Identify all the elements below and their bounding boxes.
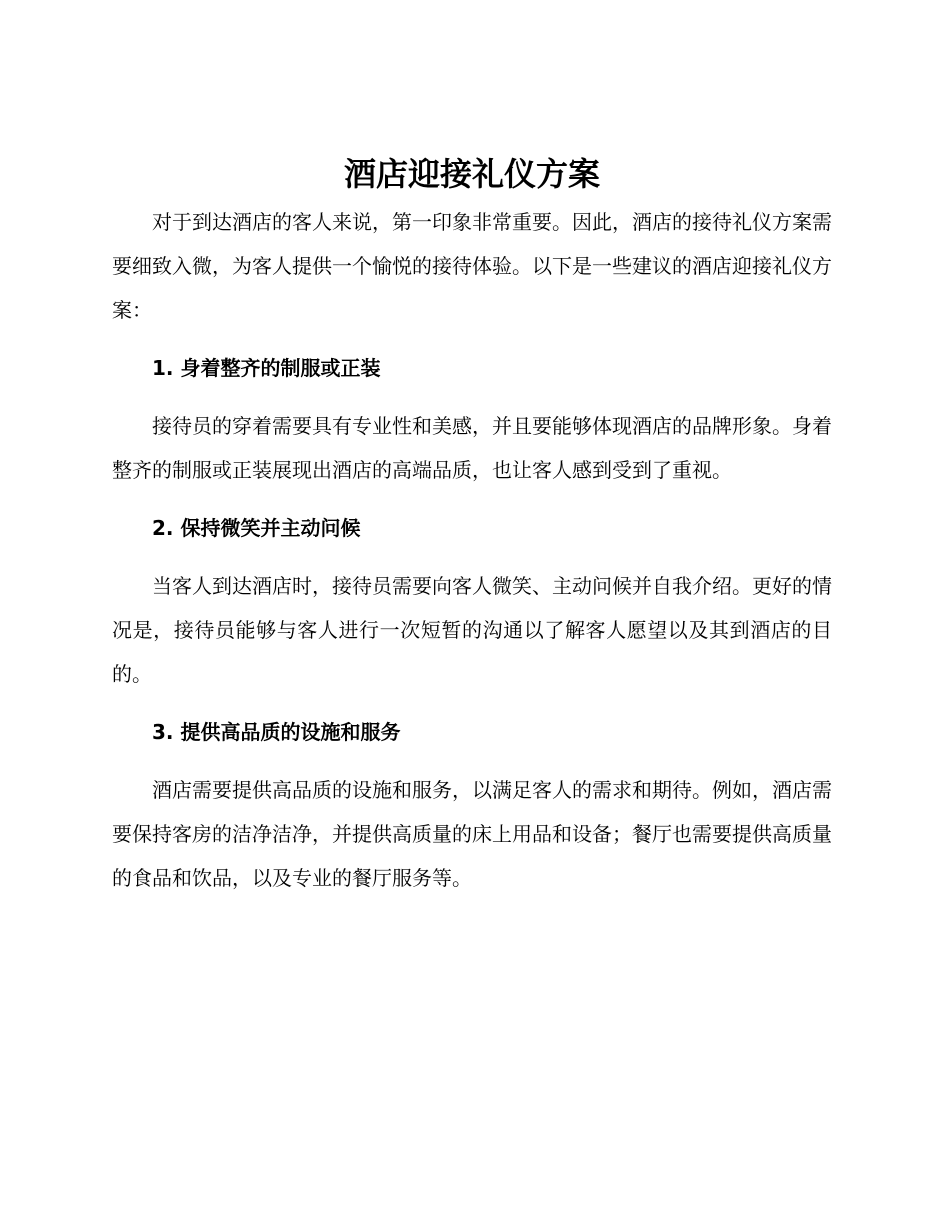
intro-paragraph: 对于到达酒店的客人来说，第一印象非常重要。因此，酒店的接待礼仪方案需要细致入微，为客人提供一个愉悦的接待体验。以下是一些建议的酒店迎接礼仪方案： <box>112 210 832 322</box>
section-2 <box>112 506 832 696</box>
section-paragraph: 酒店需要提供高品质的设施和服务，以满足客人的需求和期待。例如，酒店需要保持客房的洁净洁净，并提供高质量的床上用品和设备；餐厅也需要提供高质量的食品和饮品，以及专业的餐厅服务等。 <box>112 778 832 890</box>
section-paragraph: 接待员的穿着需要具有专业性和美感，并且要能够体现酒店的品牌形象。身着整齐的制服或正装展现出酒店的高端品质，也让客人感到受到了重视。 <box>112 414 832 482</box>
document-title: 酒店迎接礼仪方案 <box>343 155 600 193</box>
section-heading: 3. 提供高品质的设施和服务 <box>152 720 401 744</box>
section-3 <box>112 710 832 900</box>
document-content <box>112 148 832 900</box>
section-heading: 2. 保持微笑并主动问候 <box>152 516 361 540</box>
section-paragraph: 当客人到达酒店时，接待员需要向客人微笑、主动问候并自我介绍。更好的情况是，接待员能够与客人进行一次短暂的沟通以了解客人愿望以及其到酒店的目的。 <box>112 574 832 686</box>
section-heading: 1. 身着整齐的制服或正装 <box>152 356 381 380</box>
section-1 <box>112 346 832 492</box>
